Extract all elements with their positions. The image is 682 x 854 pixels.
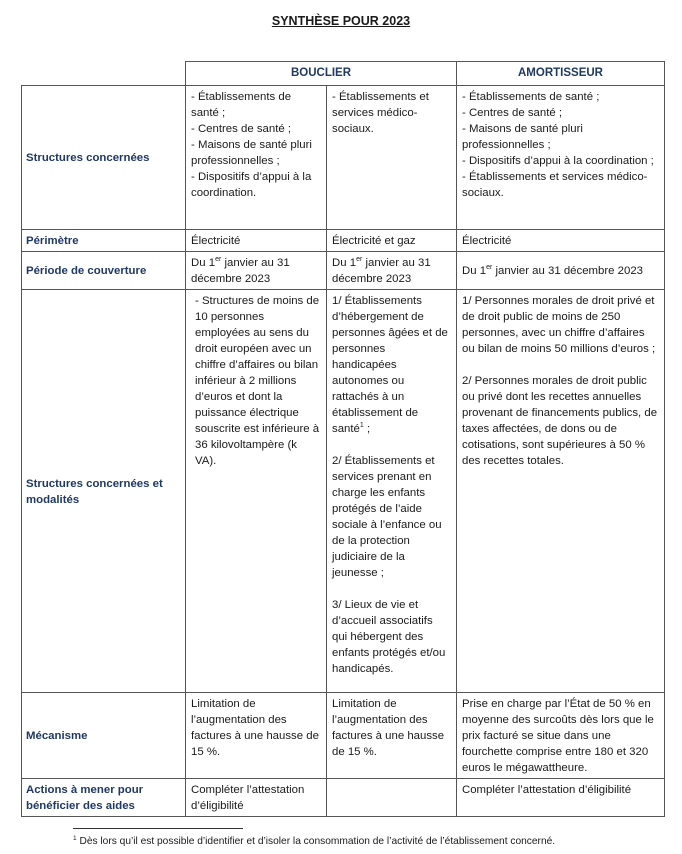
- periode-du: Du 1: [462, 265, 487, 277]
- list-item: - Centres de santé ;: [462, 107, 563, 119]
- cell-actions-bouclier-a: Compléter l’attestation d’éligibilité: [186, 779, 327, 817]
- list-item: - Établissements et services médico-sociaux.: [462, 171, 648, 199]
- header-row: [22, 62, 665, 86]
- modalites-item-2: 2/ Établissements et services prenant en charge les enfants protégés de l’aide sociale à l’enfance ou de la protection judiciaire de la jeunesse ;: [332, 455, 442, 579]
- modalites-text: - Structures de moins de 10 personnes employées au sens du droit européen avec un chiffre d’affaires ou bilan inférieur à 2 millions d’euros et dont la puissance électrique souscrite est inférieure à 36 kilovoltampère (k VA).: [195, 295, 320, 467]
- periode-du: Du 1: [332, 257, 357, 269]
- row-label-modalites: Structures concernées et modalités: [22, 290, 186, 693]
- periode-rest: janvier au 31 décembre 2023: [492, 265, 644, 277]
- periode-rest: janvier au 31 décembre 2023: [332, 257, 431, 285]
- synthesis-table: [21, 61, 665, 817]
- modalites-item-1: 1/ Personnes morales de droit privé et de droit public de moins de 250 personnes, avec un chiffre d’affaires ou bilan de moins 50 millions d’euros ;: [462, 295, 656, 355]
- cell-actions-amortisseur: Compléter l’attestation d’éligibilité: [457, 779, 665, 817]
- list-item: - Dispositifs d’appui à la coordination.: [191, 171, 312, 199]
- row-periode: [22, 252, 665, 290]
- row-label-perimetre: Périmètre: [22, 230, 186, 252]
- modalites-item-1-text: 1/ Établissements d’hébergement de personnes âgées et de personnes handicapées autonomes ou rattachés à un établissement de santé: [332, 295, 448, 435]
- list-item: - Maisons de santé pluri professionnelles ;: [191, 139, 312, 167]
- cell-modalites-bouclier-b: [327, 290, 457, 693]
- row-label-mecanisme: Mécanisme: [22, 693, 186, 779]
- cell-structures-bouclier-b: [327, 86, 457, 230]
- modalites-item-3: 3/ Lieux de vie et d’accueil associatifs qui hébergent des enfants protégés et/ou handicapés.: [332, 599, 446, 675]
- cell-periode-amortisseur: [457, 252, 665, 290]
- cell-mecanisme-bouclier-b: Limitation de l’augmentation des factures à une hausse de 15 %.: [327, 693, 457, 779]
- header-amortisseur: AMORTISSEUR: [457, 62, 665, 86]
- row-label-actions: Actions à mener pour bénéficier des aides: [22, 779, 186, 817]
- row-label-structures: Structures concernées: [22, 86, 186, 230]
- cell-mecanisme-bouclier-a: Limitation de l’augmentation des factures à une hausse de 15 %.: [186, 693, 327, 779]
- list-item: - Établissements de santé ;: [462, 91, 600, 103]
- cell-perimetre-amortisseur: Électricité: [457, 230, 665, 252]
- cell-modalites-amortisseur: [457, 290, 665, 693]
- cell-structures-amortisseur: [457, 86, 665, 230]
- list-item: - Dispositifs d’appui à la coordination ;: [462, 155, 654, 167]
- cell-modalites-bouclier-a: [186, 290, 327, 693]
- modalites-item-1: [332, 293, 451, 437]
- header-bouclier: BOUCLIER: [186, 62, 457, 86]
- cell-perimetre-bouclier-b: Électricité et gaz: [327, 230, 457, 252]
- cell-actions-bouclier-b: [327, 779, 457, 817]
- modalites-item-1-end: ;: [363, 423, 371, 435]
- row-label-periode: Période de couverture: [22, 252, 186, 290]
- cell-perimetre-bouclier-a: Électricité: [186, 230, 327, 252]
- list-item: - Établissements et services médico-sociaux.: [332, 91, 429, 135]
- list-item: - Centres de santé ;: [191, 123, 292, 135]
- footnote-text: Dès lors qu’il est possible d’identifier et d’isoler la consommation de l’activité de l’établissement concerné.: [76, 836, 556, 847]
- row-actions: [22, 779, 665, 817]
- periode-sup: er: [356, 256, 363, 263]
- modalites-item-2: 2/ Personnes morales de droit public ou privé dont les recettes annuelles provenant de financements publics, de taxes affectées, de dons ou de cotisations, sont supérieures à 50 % des recettes totales.: [462, 375, 658, 467]
- cell-mecanisme-amortisseur: Prise en charge par l’État de 50 % en moyenne des surcoûts dès lors que le prix facturé se situe dans une fourchette comprise entre 180 et 320 euros le mégawattheure.: [457, 693, 665, 779]
- periode-du: Du 1: [191, 257, 216, 269]
- cell-structures-bouclier-a: [186, 86, 327, 230]
- list-item: - Établissements de santé ;: [191, 91, 292, 119]
- footnote-ref: 1: [359, 422, 364, 429]
- row-structures: [22, 86, 665, 230]
- row-mecanisme: [22, 693, 665, 779]
- cell-periode-bouclier-b: [327, 252, 457, 290]
- cell-periode-bouclier-a: [186, 252, 327, 290]
- page-title: SYNTHÈSE POUR 2023: [271, 14, 411, 28]
- periode-sup: er: [486, 264, 493, 271]
- periode-sup: er: [215, 256, 222, 263]
- periode-rest: janvier au 31 décembre 2023: [191, 257, 290, 285]
- row-perimetre: [22, 230, 665, 252]
- list-item: - Maisons de santé pluri professionnelles ;: [462, 123, 583, 151]
- footnote-separator: [73, 828, 243, 829]
- row-modalites: [22, 290, 665, 693]
- empty-corner-cell: [22, 62, 186, 86]
- footnote-mark: 1: [73, 835, 77, 842]
- footnote: [73, 836, 555, 847]
